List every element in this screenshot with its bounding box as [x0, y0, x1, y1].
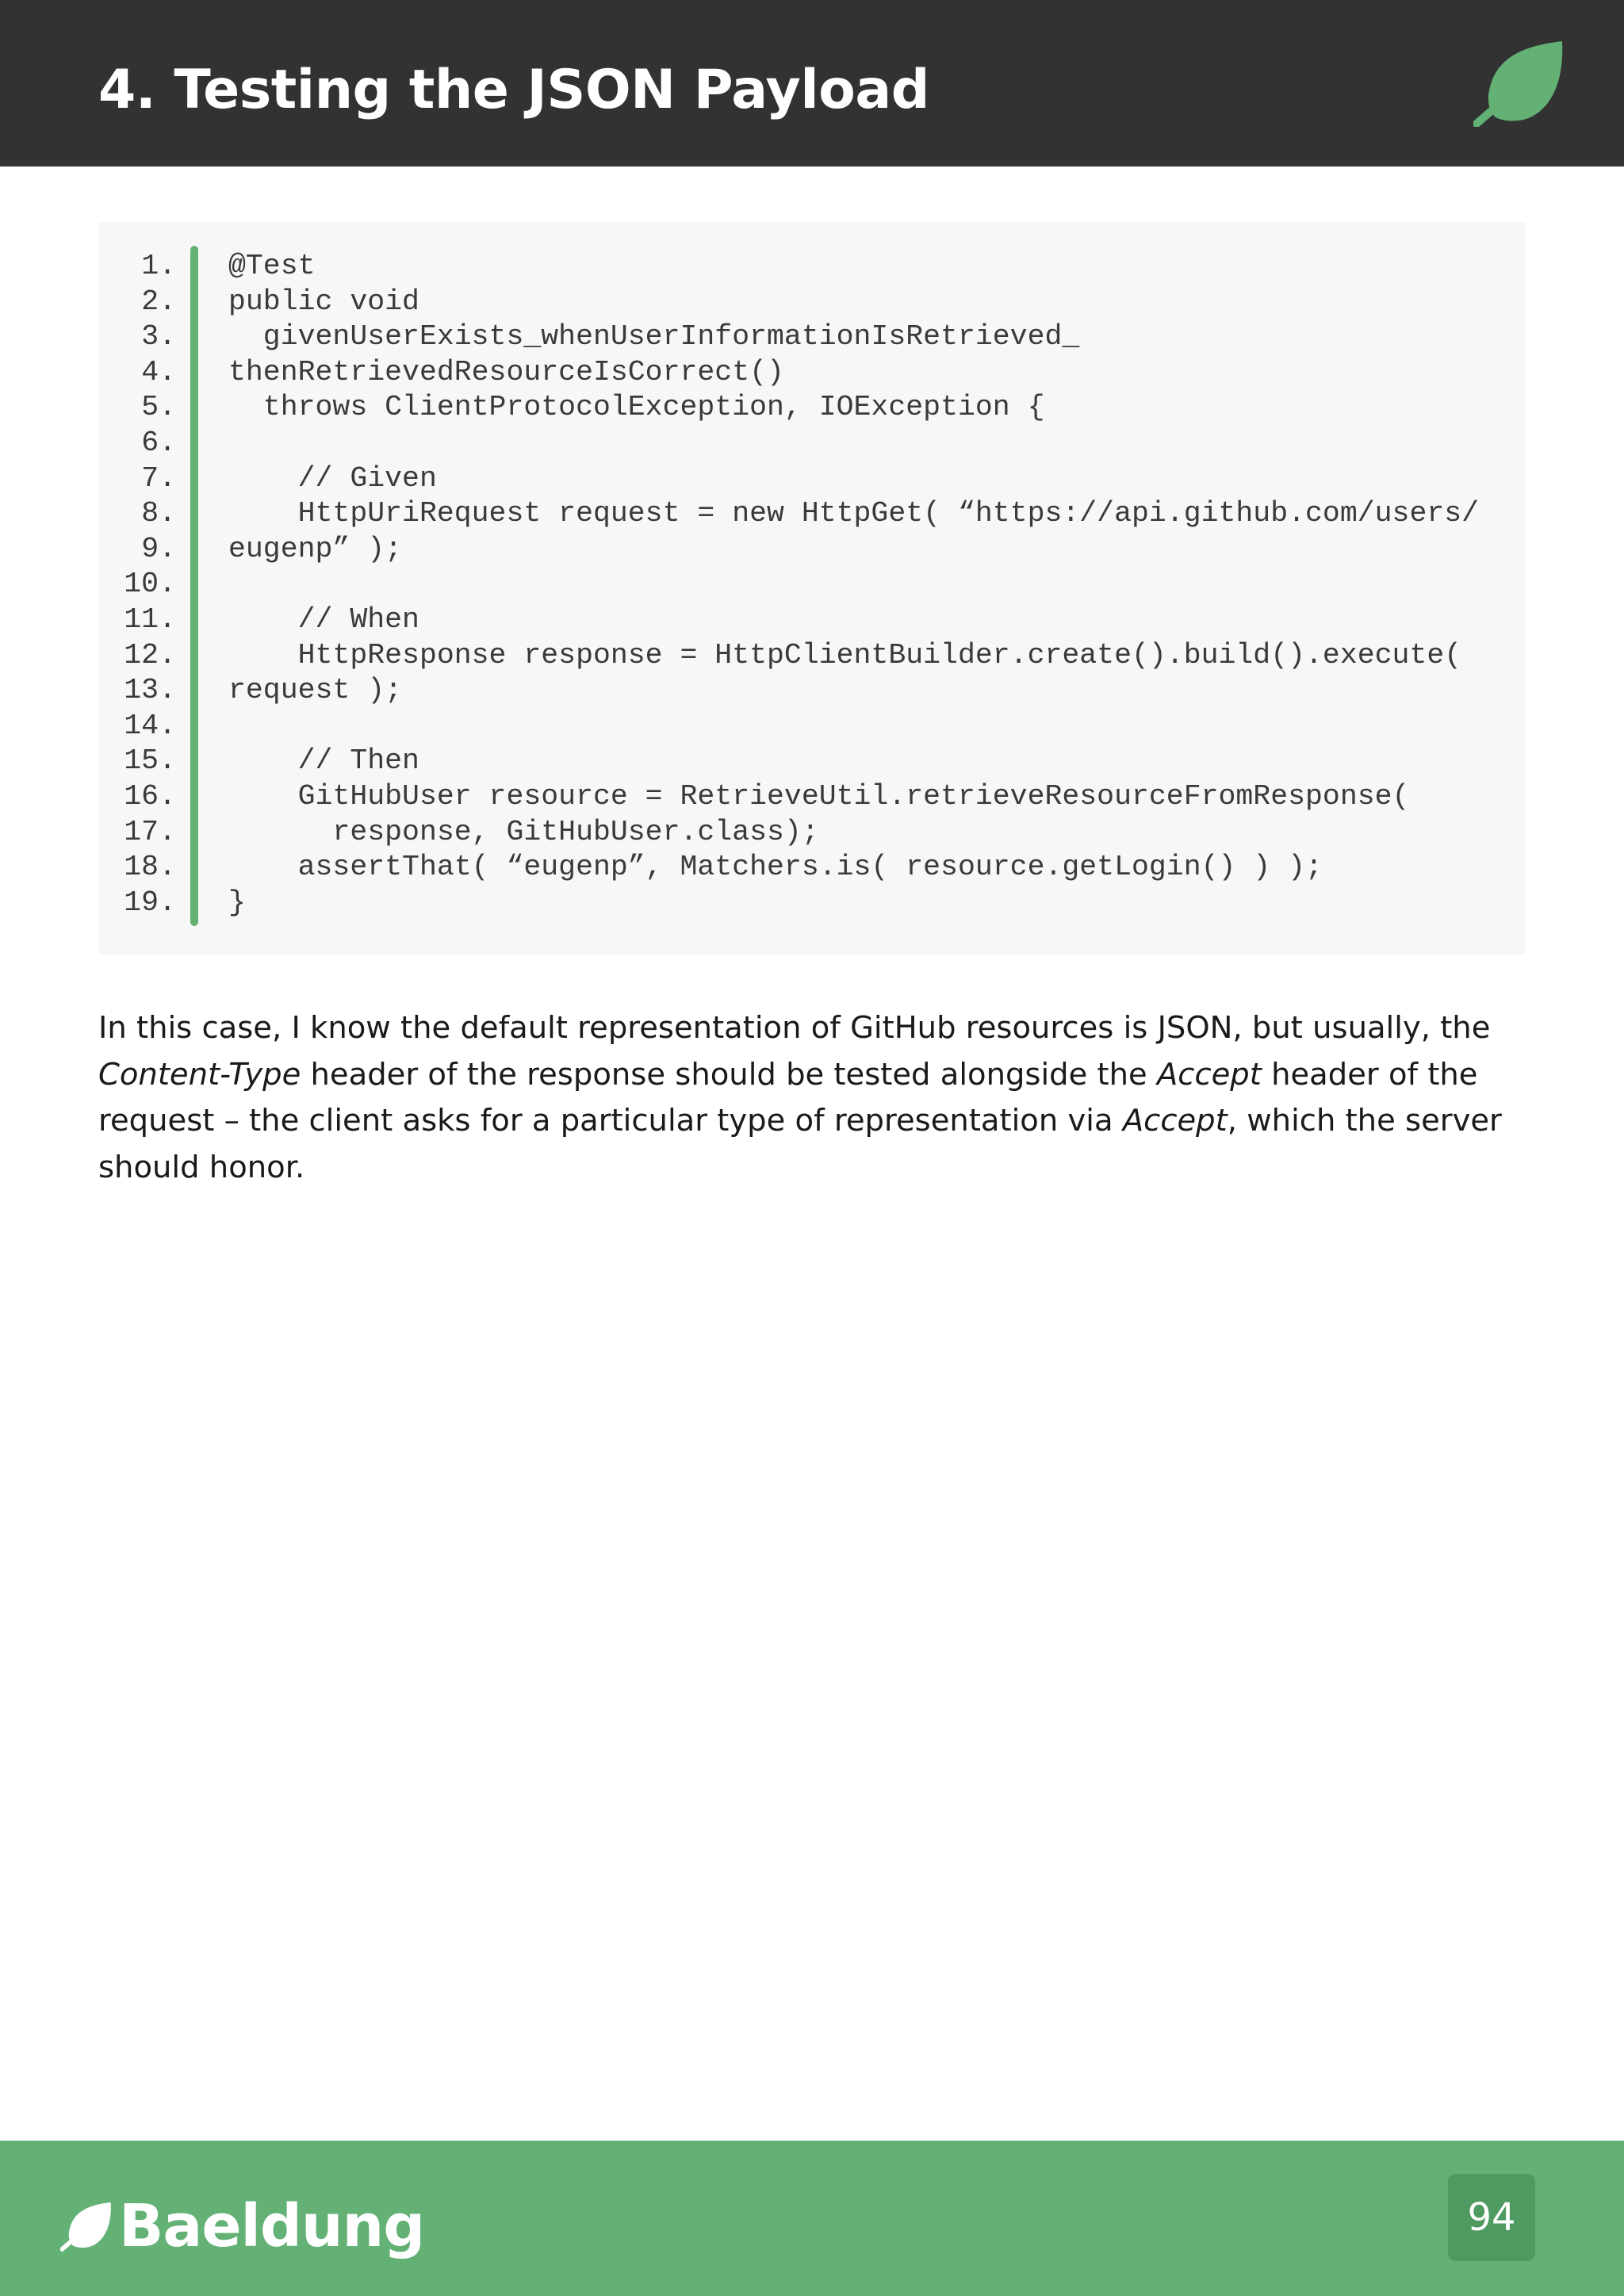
- code-line: [98, 603, 1526, 638]
- content-type-term: Content-Type: [98, 1056, 301, 1093]
- code-line: [98, 355, 1526, 391]
- leaf-icon: [1473, 40, 1565, 127]
- code-line: [98, 779, 1526, 815]
- code-block: [98, 222, 1526, 955]
- line-number: 16.: [124, 779, 176, 813]
- code-line: [98, 532, 1526, 568]
- line-code: // Then: [228, 744, 419, 778]
- paragraph-text: header of the request – the client asks for a particular type of representation via: [98, 1056, 1478, 1138]
- code-line: [98, 709, 1526, 744]
- accept-term: Accept: [1122, 1103, 1228, 1138]
- page-footer: [0, 2141, 1624, 2296]
- body-paragraph: [98, 1005, 1526, 1191]
- code-line: [98, 496, 1526, 532]
- line-code: HttpResponse response = HttpClientBuilder.create().build().execute(: [228, 638, 1462, 672]
- line-code: HttpUriRequest request = new HttpGet( “https://api.github.com/users/: [228, 497, 1480, 530]
- paragraph-text: header of the response should be tested alongside the: [301, 1056, 1157, 1093]
- page-header: [0, 0, 1624, 166]
- leaf-icon: [60, 2200, 113, 2252]
- line-number: 2.: [141, 285, 176, 318]
- paragraph-text: , which the server should honor.: [98, 1103, 1502, 1185]
- code-line: [98, 249, 1526, 285]
- accept-term: Accept: [1156, 1056, 1262, 1093]
- line-number: 4.: [141, 355, 176, 388]
- line-number: 18.: [124, 851, 176, 884]
- line-number: 19.: [124, 886, 176, 919]
- brand-name: Baeldung: [119, 2192, 425, 2260]
- code-line: [98, 886, 1526, 921]
- paragraph-text: In this case, I know the default representation of GitHub resources is JSON, but usually, the: [98, 1010, 1491, 1046]
- brand-logo: [60, 2193, 424, 2260]
- line-code: }: [228, 886, 246, 919]
- code-line: [98, 638, 1526, 674]
- line-number: 17.: [124, 815, 176, 848]
- line-number: 11.: [124, 603, 176, 636]
- line-code: GitHubUser resource = RetrieveUtil.retrieveResourceFromResponse(: [228, 779, 1410, 813]
- code-line: [98, 320, 1526, 355]
- code-line: [98, 390, 1526, 426]
- line-number: 10.: [124, 568, 176, 601]
- line-number: 7.: [141, 461, 176, 495]
- line-code: assertThat( “eugenp”, Matchers.is( resource.getLogin() ) );: [228, 851, 1323, 884]
- code-line: [98, 673, 1526, 709]
- page-title: 4. Testing the JSON Payload: [98, 59, 929, 121]
- line-code: response, GitHubUser.class);: [228, 815, 819, 848]
- code-line: [98, 461, 1526, 497]
- code-line: [98, 426, 1526, 461]
- line-code: request );: [228, 674, 403, 707]
- page-number: 94: [1448, 2174, 1535, 2261]
- line-number: 13.: [124, 674, 176, 707]
- line-number: 9.: [141, 532, 176, 565]
- line-code: thenRetrievedResourceIsCorrect(): [228, 355, 784, 388]
- line-number: 12.: [124, 638, 176, 672]
- line-number: 14.: [124, 709, 176, 742]
- line-code: throws ClientProtocolException, IOException {: [228, 391, 1045, 424]
- code-lines: [98, 249, 1526, 920]
- line-code: // When: [228, 603, 419, 636]
- line-code: eugenp” );: [228, 532, 403, 565]
- line-number: 1.: [141, 250, 176, 282]
- line-number: 6.: [141, 426, 176, 459]
- line-number: 15.: [124, 744, 176, 778]
- line-number: 5.: [141, 391, 176, 424]
- line-code: givenUserExists_whenUserInformationIsRetrieved_: [228, 320, 1080, 354]
- line-code: public void: [228, 285, 419, 318]
- line-number: 3.: [141, 320, 176, 354]
- code-line: [98, 744, 1526, 779]
- line-code: @Test: [228, 250, 316, 282]
- line-number: 8.: [141, 497, 176, 530]
- line-code: // Given: [228, 461, 437, 495]
- code-line: [98, 567, 1526, 603]
- code-line: [98, 815, 1526, 851]
- code-line: [98, 285, 1526, 320]
- code-line: [98, 850, 1526, 886]
